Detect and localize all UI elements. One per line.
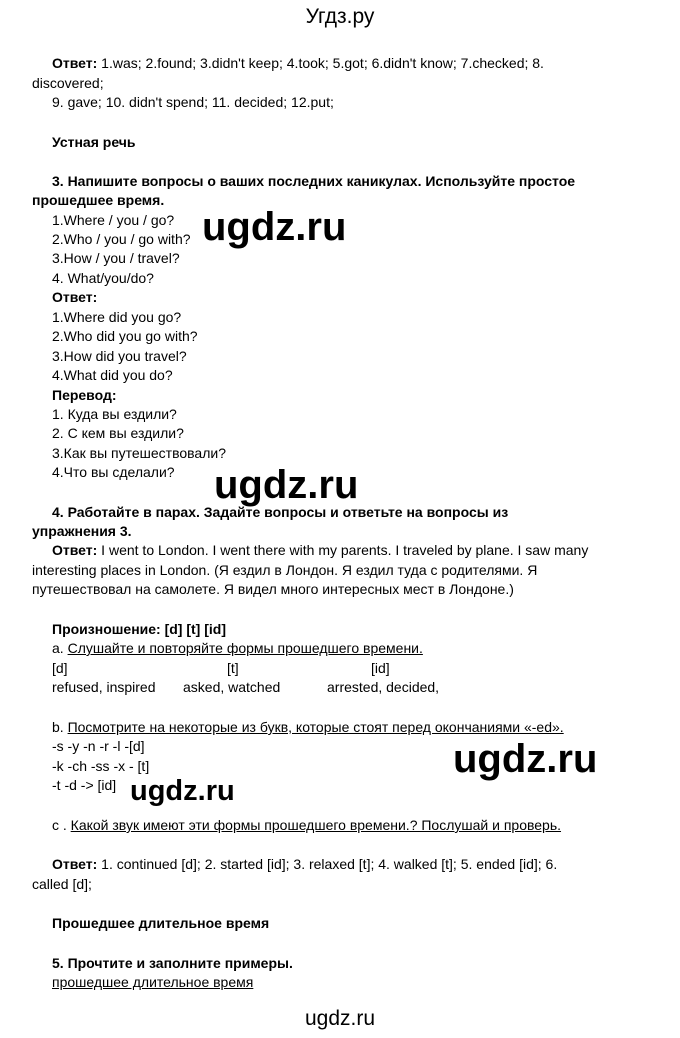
column-head-t: [t] [227, 660, 239, 676]
watermark: ugdz.ru [202, 205, 347, 249]
column-words-t: asked, watched [183, 679, 281, 695]
watermark: ugdz.ru [130, 775, 235, 807]
pronunciation-title: Произношение: [d] [t] [id] [52, 621, 227, 637]
question-item: 4. What/you/do? [52, 270, 154, 286]
answer-item: 3.How did you travel? [52, 348, 187, 364]
exercise-5-subtitle: прошедшее длительное время [52, 974, 254, 990]
column-words-id: arrested, decided, [327, 679, 440, 695]
question-item: 2.Who / you / go with? [52, 231, 191, 247]
footer-site: ugdz.ru [304, 1007, 376, 1030]
answer-label: Ответ: [52, 55, 98, 71]
answer-line: interesting places in London. (Я ездил в Лондон. Я ездил туда с родителями. Я [32, 562, 538, 578]
exercise-4-title-cont: упражнения 3. [32, 523, 132, 539]
answer-line: путешествовал на самолете. Я видел много интересных мест в Лондоне.) [32, 581, 514, 597]
task-b-prefix: b. [52, 719, 68, 735]
translation-item: 4.Что вы сделали? [52, 464, 175, 480]
answer-text: 1.was; 2.found; 3.didn't keep; 4.took; 5.got; 6.didn't know; 7.checked; 8. [97, 55, 544, 71]
column-words-d: refused, inspired [52, 679, 156, 695]
answer-line: called [d]; [32, 876, 92, 892]
rule-item: -k -ch -ss -x - [t] [52, 758, 150, 774]
answer-text: 1. continued [d]; 2. started [id]; 3. relaxed [t]; 4. walked [t]; 5. ended [id]; 6. [97, 856, 558, 872]
answer-text: I went to London. I went there with my parents. I traveled by plane. I saw many [97, 542, 589, 558]
watermark: ugdz.ru [214, 463, 359, 507]
section-heading-past-continuous: Прошедшее длительное время [52, 915, 270, 931]
answer-line: 9. gave; 10. didn't spend; 11. decided; 12.put; [52, 94, 334, 110]
answer-label: Ответ: [52, 289, 98, 305]
answer-line [52, 855, 557, 874]
task-c-prefix: c . [52, 817, 71, 833]
task-b-text: Посмотрите на некоторые из букв, которые стоят перед окончаниями «-ed». [67, 719, 564, 735]
answer-line [52, 54, 544, 73]
answer-item: 4.What did you do? [52, 367, 173, 383]
section-heading-speaking: Устная речь [52, 134, 136, 150]
exercise-3-title-cont: прошедшее время. [32, 192, 165, 208]
task-a-prefix: a. [52, 640, 68, 656]
exercise-3-title: 3. Напишите вопросы о ваших последних каникулах. Используйте простое [52, 173, 576, 189]
task-c [52, 816, 561, 835]
rule-item: -s -y -n -r -l -[d] [52, 738, 145, 754]
column-head-d: [d] [52, 660, 68, 676]
rule-item: -t -d -> [id] [52, 777, 117, 793]
answer-item: 2.Who did you go with? [52, 328, 198, 344]
answer-item: 1.Where did you go? [52, 309, 182, 325]
translation-label: Перевод: [52, 387, 117, 403]
task-a [52, 639, 423, 658]
question-item: 1.Where / you / go? [52, 212, 175, 228]
answer-line [52, 541, 588, 560]
exercise-4-title: 4. Работайте в парах. Задайте вопросы и ответьте на вопросы из [52, 504, 509, 520]
answer-label: Ответ: [52, 856, 98, 872]
task-b [52, 718, 564, 737]
task-a-text: Слушайте и повторяйте формы прошедшего времени. [67, 640, 423, 656]
answer-label: Ответ: [52, 542, 98, 558]
question-item: 3.How / you / travel? [52, 250, 180, 266]
answer-line: discovered; [32, 75, 104, 91]
site-title: Угдз.ру [305, 5, 375, 28]
watermark: ugdz.ru [453, 737, 598, 781]
translation-item: 2. С кем вы ездили? [52, 425, 184, 441]
translation-item: 1. Куда вы ездили? [52, 406, 177, 422]
translation-item: 3.Как вы путешествовали? [52, 445, 226, 461]
task-c-text: Какой звук имеют эти формы прошедшего времени.? Послушай и проверь. [70, 817, 562, 833]
column-head-id: [id] [371, 660, 390, 676]
exercise-5-title: 5. Прочтите и заполните примеры. [52, 955, 293, 971]
